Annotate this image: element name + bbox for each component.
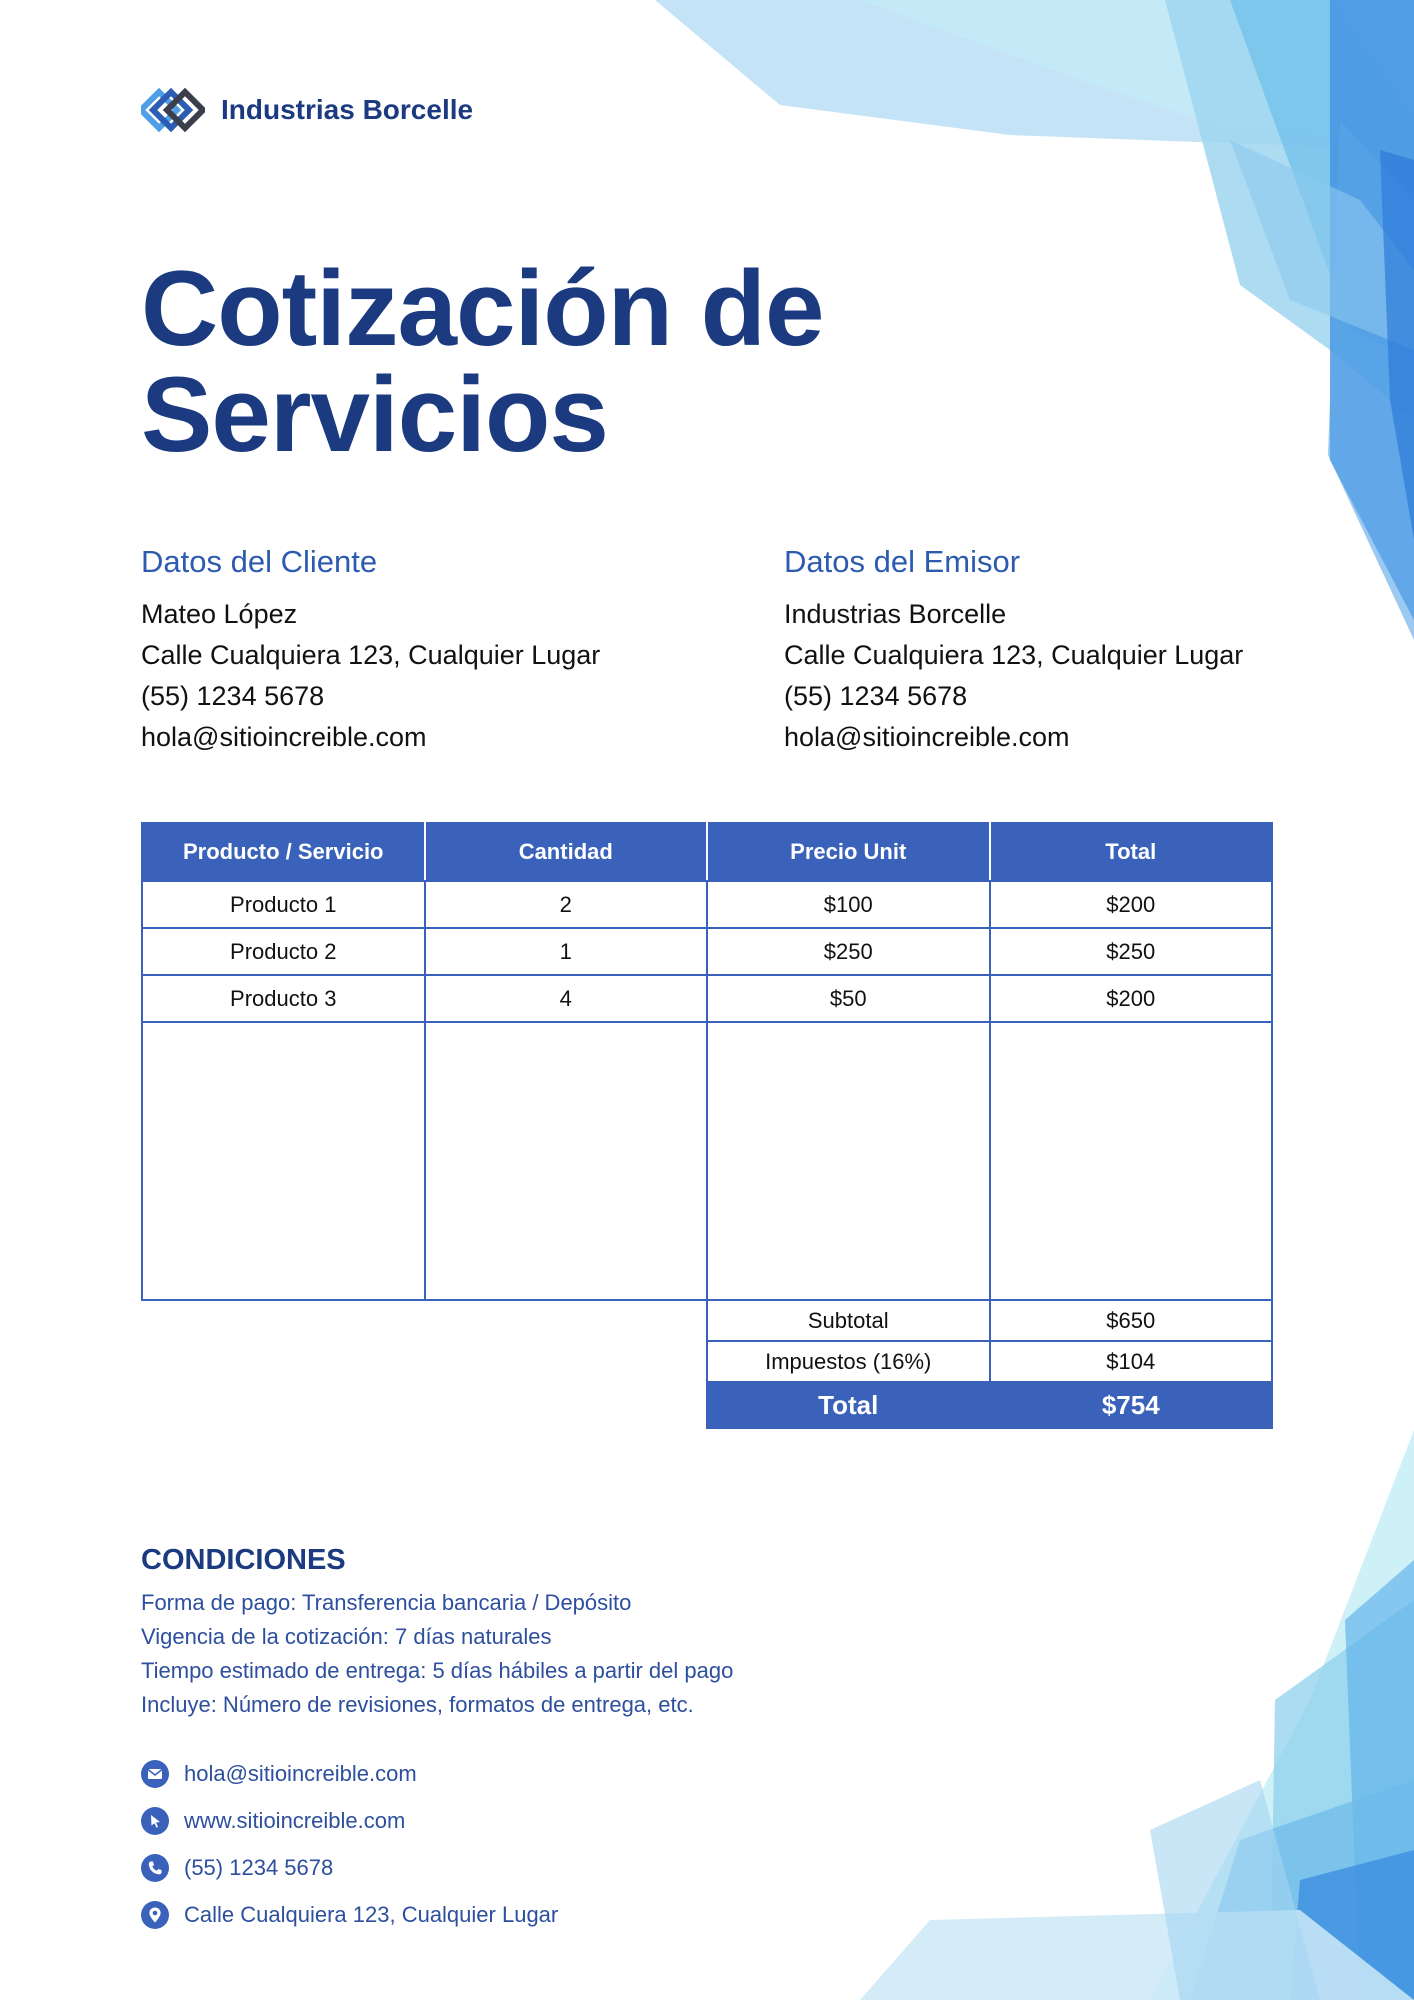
issuer-email: hola@sitioincreible.com <box>784 722 1070 752</box>
client-heading: Datos del Cliente <box>141 544 378 579</box>
issuer-info <box>784 540 1344 758</box>
table-header-row <box>142 823 1272 881</box>
contact-list <box>141 1750 558 1938</box>
column-header: Cantidad <box>425 823 708 881</box>
location-pin-icon <box>141 1901 169 1929</box>
conditions-section <box>141 1540 1041 1722</box>
client-phone: (55) 1234 5678 <box>141 681 325 711</box>
diamond-chain-logo-icon <box>141 88 205 132</box>
subtotal-row <box>142 1300 1272 1341</box>
quote-table <box>141 822 1273 1429</box>
table-cell-empty <box>990 1022 1273 1300</box>
table-cell: $200 <box>990 975 1273 1022</box>
condition-item: Incluye: Número de revisiones, formatos de entrega, etc. <box>141 1692 694 1717</box>
tax-value: $104 <box>990 1341 1273 1382</box>
table-cell-empty <box>707 1022 990 1300</box>
issuer-phone: (55) 1234 5678 <box>784 681 968 711</box>
client-address: Calle Cualquiera 123, Cualquier Lugar <box>141 640 601 670</box>
contact-website-text: www.sitioincreible.com <box>184 1807 406 1833</box>
client-info <box>141 540 701 758</box>
conditions-heading: CONDICIONES <box>141 1544 346 1576</box>
column-header: Precio Unit <box>707 823 990 881</box>
table-row <box>142 975 1272 1022</box>
table-cell: Producto 3 <box>142 975 425 1022</box>
subtotal-value: $650 <box>990 1300 1273 1341</box>
cursor-icon <box>141 1807 169 1835</box>
contact-website[interactable] <box>141 1797 558 1844</box>
issuer-heading: Datos del Emisor <box>784 544 1021 579</box>
table-cell: $100 <box>707 881 990 928</box>
brand-name: Industrias Borcelle <box>221 94 474 125</box>
table-row-empty <box>142 1022 1272 1300</box>
table-cell-empty <box>425 1022 708 1300</box>
client-name: Mateo López <box>141 599 298 629</box>
condition-item: Forma de pago: Transferencia bancaria / Depósito <box>141 1590 632 1615</box>
issuer-name: Industrias Borcelle <box>784 599 1007 629</box>
condition-item: Vigencia de la cotización: 7 días naturales <box>141 1624 552 1649</box>
table-cell: Producto 2 <box>142 928 425 975</box>
tax-row <box>142 1341 1272 1382</box>
contact-email-text: hola@sitioincreible.com <box>184 1760 417 1786</box>
total-row <box>142 1382 1272 1428</box>
table-cell: $250 <box>707 928 990 975</box>
issuer-address: Calle Cualquiera 123, Cualquier Lugar <box>784 640 1244 670</box>
brand-header <box>141 88 473 132</box>
contact-email[interactable] <box>141 1750 558 1797</box>
table-cell: $200 <box>990 881 1273 928</box>
table-row <box>142 928 1272 975</box>
column-header: Total <box>990 823 1273 881</box>
table-row <box>142 881 1272 928</box>
total-label: Total <box>707 1382 990 1428</box>
table-cell: 4 <box>425 975 708 1022</box>
table-cell: $250 <box>990 928 1273 975</box>
table-cell: $50 <box>707 975 990 1022</box>
contact-address[interactable] <box>141 1891 558 1938</box>
page-title <box>141 248 1041 474</box>
title-line-1: Cotización de <box>141 248 824 368</box>
title-line-2: Servicios <box>141 354 608 474</box>
table-cell: 1 <box>425 928 708 975</box>
condition-item: Tiempo estimado de entrega: 5 días hábiles a partir del pago <box>141 1658 734 1683</box>
tax-label: Impuestos (16%) <box>707 1341 990 1382</box>
column-header: Producto / Servicio <box>142 823 425 881</box>
email-icon <box>141 1760 169 1788</box>
contact-address-text: Calle Cualquiera 123, Cualquier Lugar <box>184 1901 559 1927</box>
subtotal-label: Subtotal <box>707 1300 990 1341</box>
phone-icon <box>141 1854 169 1882</box>
client-email: hola@sitioincreible.com <box>141 722 427 752</box>
total-value: $754 <box>990 1382 1273 1428</box>
table-cell: Producto 1 <box>142 881 425 928</box>
table-cell: 2 <box>425 881 708 928</box>
contact-phone-text: (55) 1234 5678 <box>184 1854 334 1880</box>
contact-phone[interactable] <box>141 1844 558 1891</box>
table-cell-empty <box>142 1022 425 1300</box>
